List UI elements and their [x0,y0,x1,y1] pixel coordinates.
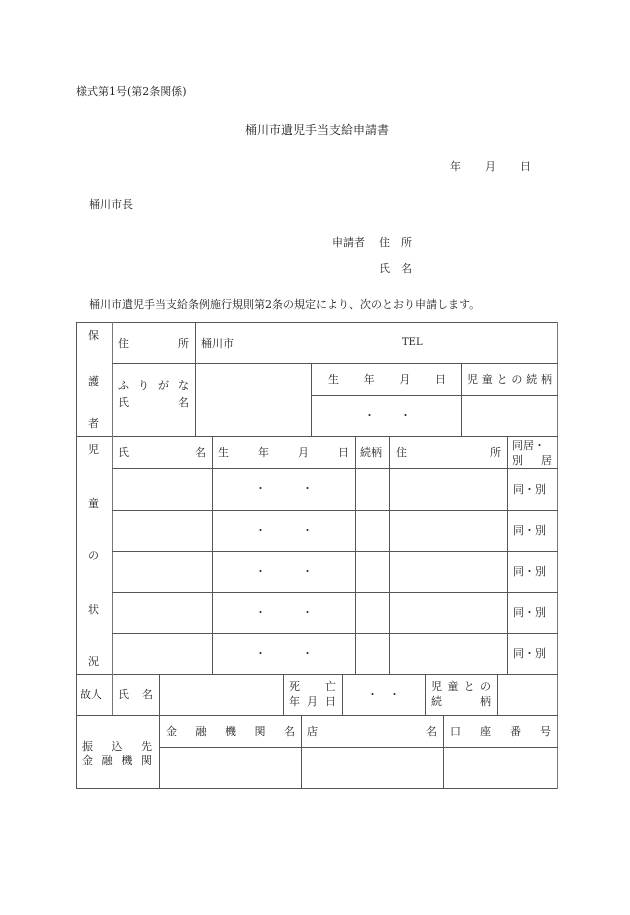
child-row-2 [112,510,558,551]
child-name-field[interactable] [113,552,212,591]
guardian-name-label [118,397,189,408]
applicant-address-label: 住 所 [379,236,412,249]
child-relation-field[interactable] [356,593,389,632]
label-char: 続 [526,373,538,386]
child-birthdate-field[interactable] [213,552,355,591]
date-separator: ・ [302,482,313,495]
bank-branch-field[interactable] [302,748,442,787]
label-char: と [463,680,475,693]
child-row-3 [112,551,558,592]
label-char: 住 [396,446,407,459]
divider [76,715,558,716]
label-char: の [511,373,523,386]
child-relation-field[interactable] [356,552,389,591]
statement: 桶川市遺児手当支給条例施行規則第2条の規定により、次のとおり申請します。 [89,298,481,311]
date-separator: ・ [400,409,411,422]
label-char: 亡 [325,680,336,693]
label-char: と [496,373,508,386]
label-char: り [138,379,149,392]
date-year-label: 年 [450,160,461,173]
child-address-field[interactable] [390,552,507,591]
bank-institution-field[interactable] [160,748,300,787]
bank-branch-label [307,726,437,737]
date-separator: ・ [255,606,266,619]
child-cohabit-option[interactable]: 同・別 [513,606,546,619]
date-separator: ・ [255,647,266,660]
label-char: 名 [284,725,295,738]
date-separator: ・ [255,565,266,578]
bank-section-label-line2 [82,755,152,766]
label-char: 年 [258,446,269,459]
label-char: 月 [298,446,309,459]
guardian-birthdate-label [328,374,446,385]
death-date-label-line2 [289,696,336,707]
child-cohabit-option[interactable]: 同・別 [513,483,546,496]
table-border-bottom [76,788,558,789]
children-relation-header: 続柄 [360,446,382,459]
label-char: 先 [141,740,152,753]
child-name-field[interactable] [113,593,212,632]
label-char: が [158,379,169,392]
label-char: 月 [399,373,411,386]
child-relation-field[interactable] [356,469,389,509]
label-char: 機 [225,725,236,738]
guardian-name-field[interactable] [196,364,310,435]
label-char: 名 [195,446,206,459]
label-char: 日 [434,373,446,386]
child-birthdate-field[interactable] [213,634,355,673]
guardian-section-label-2: 護 [88,375,99,388]
label-char: 口 [450,725,461,738]
child-birthdate-field[interactable] [213,593,355,632]
addressee: 桶川市長 [89,198,133,211]
label-char: 児 [431,680,442,693]
child-address-field[interactable] [390,469,507,509]
label-char: 氏 [118,446,129,459]
label-char: 振 [82,740,93,753]
child-address-field[interactable] [390,593,507,632]
label-char: 氏 [118,396,129,409]
label-char: の [479,680,491,693]
divider [112,322,113,436]
children-section-label-2: 童 [88,497,99,510]
bank-account-field[interactable] [444,748,556,787]
child-relation-field[interactable] [356,634,389,673]
label-char: 生 [218,446,229,459]
child-cohabit-option[interactable]: 同・別 [513,647,546,660]
guardian-relation-field[interactable] [462,396,557,435]
applicant-name-label: 氏 名 [379,262,412,275]
table-border-left [76,322,77,789]
children-section-label-3: の [88,549,99,562]
label-char: 関 [140,754,152,767]
date-separator: ・ [302,524,313,537]
children-cohabit-header-line2 [512,455,552,466]
label-char: 月 [307,695,318,708]
label-char: 柄 [540,373,552,386]
date-separator: ・ [367,688,378,701]
label-char: 融 [195,725,207,738]
guardian-birthdate-field[interactable] [312,396,460,435]
child-row-5 [112,633,558,674]
label-char: 日 [338,446,349,459]
date-month-label: 月 [485,160,496,173]
label-char: な [178,379,189,392]
label-char: 童 [481,373,493,386]
child-cohabit-option[interactable]: 同・別 [513,565,546,578]
label-char: 年 [289,695,300,708]
death-date-field[interactable] [343,675,424,714]
bank-institution-label [166,726,295,737]
child-address-field[interactable] [390,634,507,673]
divider [76,436,558,437]
label-char: 柄 [480,695,491,708]
child-row-4 [112,592,558,633]
deceased-name-field[interactable] [160,675,282,714]
label-char: 番 [510,725,521,738]
date-separator: ・ [364,409,375,422]
death-date-label-line1 [289,681,336,692]
divider [112,363,558,364]
date-separator: ・ [302,606,313,619]
child-birthdate-field[interactable] [213,469,355,509]
date-separator: ・ [255,482,266,495]
child-name-field[interactable] [113,634,212,673]
guardian-tel-label: TEL [402,337,423,348]
table-border-top [76,322,558,323]
child-cohabit-option[interactable]: 同・別 [513,524,546,537]
label-char: 死 [289,680,300,693]
children-section-label-5: 況 [88,655,99,668]
label-char: 号 [540,725,551,738]
bank-section-label-line1 [82,741,152,752]
deceased-relation-field[interactable] [498,675,557,714]
deceased-section-label: 故人 [80,688,102,701]
guardian-section-label-3: 者 [88,417,99,430]
label-char: 年 [363,373,375,386]
child-name-field[interactable] [113,511,212,550]
guardian-furigana-label [118,380,189,391]
label-char: 所 [490,446,501,459]
page-title: 桶川市遺児手当支給申請書 [245,123,390,137]
label-char: 住 [118,337,129,350]
children-section-label-4: 状 [88,603,99,616]
child-name-field[interactable] [113,469,212,509]
divider [76,674,558,675]
label-char: 機 [121,754,133,767]
form-number: 様式第1号(第2条関係) [76,85,187,98]
guardian-address-label [118,338,189,349]
label-char: 込 [111,740,123,753]
label-char: 居 [541,454,552,467]
date-separator: ・ [302,565,313,578]
label-char: 生 [328,373,339,386]
label-char: 金 [166,725,177,738]
date-separator: ・ [302,647,313,660]
label-char: 児 [467,373,478,386]
children-address-header [396,447,501,458]
children-birthdate-header [218,447,349,458]
label-char: 童 [447,680,459,693]
label-char: 関 [254,725,266,738]
guardian-section-label-1: 保 [88,329,99,342]
label-char: 名 [426,725,437,738]
child-relation-field[interactable] [356,511,389,550]
label-char: 所 [178,337,189,350]
label-char: 融 [101,754,113,767]
label-char: 氏 [118,688,129,701]
label-char: 名 [142,688,153,701]
children-section-label-1: 児 [88,443,99,456]
guardian-address-value[interactable]: 桶川市 [201,337,234,350]
guardian-relation-label [467,374,552,385]
deceased-relation-label-line1 [431,681,491,692]
deceased-name-label [118,689,153,700]
label-char: 店 [307,725,318,738]
children-name-header [118,447,206,458]
label-char: 続 [431,695,442,708]
label-char: 日 [325,695,336,708]
child-address-field[interactable] [390,511,507,550]
label-char: 座 [480,725,491,738]
date-separator: ・ [389,688,400,701]
label-char: 名 [178,396,189,409]
divider [112,674,113,715]
divider [283,674,284,715]
label-char: ふ [118,379,129,392]
child-row-1 [112,468,558,510]
date-day-label: 日 [520,160,531,173]
applicant-label: 申請者 [332,236,365,249]
bank-account-label [450,726,551,737]
children-cohabit-header-line1: 同居・ [512,439,545,452]
divider [425,674,426,715]
label-char: 別 [512,454,523,467]
date-separator: ・ [255,524,266,537]
deceased-relation-label-line2 [431,696,491,707]
child-birthdate-field[interactable] [213,511,355,550]
label-char: 金 [82,754,93,767]
